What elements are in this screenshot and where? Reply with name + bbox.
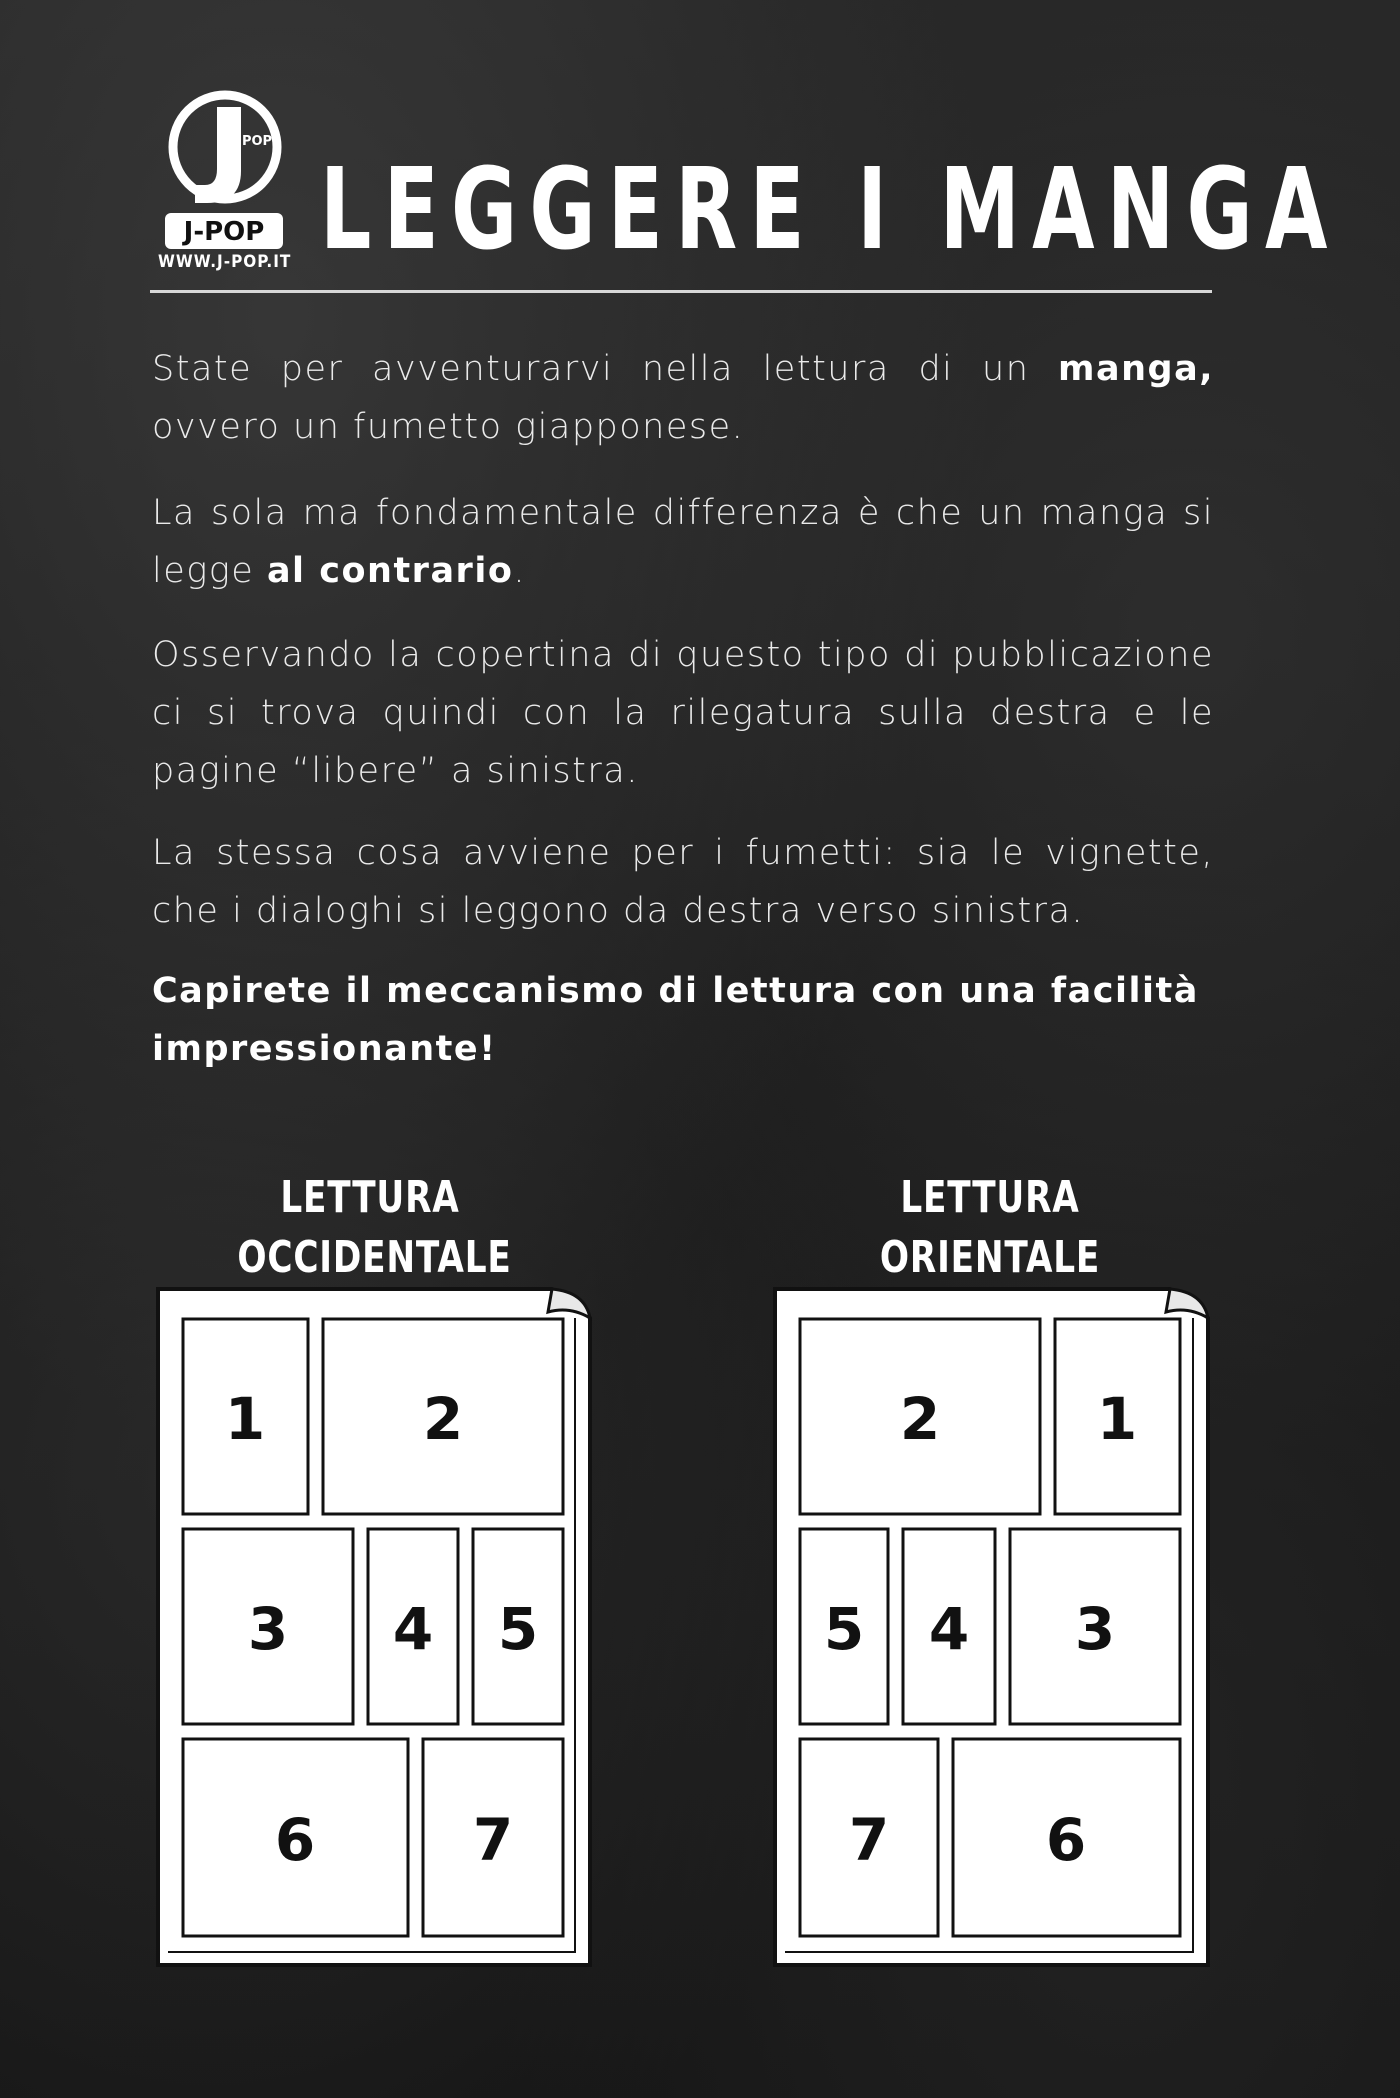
eastern-number-4: 4 <box>928 1595 970 1663</box>
western-number-3: 3 <box>247 1595 289 1663</box>
page-title: LEGGERE I MANGA <box>320 145 1340 275</box>
western-number-6: 6 <box>274 1806 316 1874</box>
eastern-number-5: 5 <box>823 1595 865 1663</box>
eastern-number-7: 7 <box>848 1806 890 1874</box>
western-title-line2: OCCIDENTALE <box>237 1232 512 1283</box>
paragraph-difference-bold: al contrario <box>266 551 514 591</box>
western-number-4: 4 <box>392 1595 434 1663</box>
western-title-line1: LETTURA <box>280 1172 460 1223</box>
logo-badge-text: J-POP <box>183 217 265 247</box>
eastern-number-6: 6 <box>1045 1806 1087 1874</box>
eastern-page-diagram <box>775 1289 1208 1965</box>
paragraph-comics: La stessa cosa avviene per i fumetti: sia le vignette, che i dialoghi si leggono da destra verso sinistra. <box>152 833 1214 931</box>
western-number-2: 2 <box>422 1385 464 1453</box>
paragraph-difference-text-a: La sola ma fondamentale differenza è che un manga si legge <box>152 493 1214 591</box>
logo-url: WWW.J-POP.IT <box>158 252 292 272</box>
eastern-number-2: 2 <box>899 1385 941 1453</box>
western-page-diagram <box>158 1289 590 1965</box>
western-number-7: 7 <box>472 1806 514 1874</box>
eastern-title-line1: LETTURA <box>900 1172 1080 1223</box>
logo-small-text: POP <box>241 134 273 149</box>
paragraph-intro-bold: manga, <box>1058 349 1214 389</box>
eastern-title-line2: ORIENTALE <box>879 1232 1101 1283</box>
paragraph-conclusion-text: Capirete il meccanismo di lettura con una facilità impressionante! <box>152 971 1199 1069</box>
western-number-1: 1 <box>224 1385 266 1453</box>
western-number-5: 5 <box>497 1595 539 1663</box>
paragraph-cover: Osservando la copertina di questo tipo di pubblicazione ci si trova quindi con la rilegatura sulla destra e le pagine “libere” a sinistra. <box>152 635 1214 791</box>
eastern-number-1: 1 <box>1096 1385 1138 1453</box>
paragraph-intro-text-b: ovvero un fumetto giapponese. <box>152 407 745 447</box>
paragraph-difference-text-b: . <box>513 551 527 591</box>
eastern-number-3: 3 <box>1074 1595 1116 1663</box>
paragraph-intro-text-a: State per avventurarvi nella lettura di un <box>152 349 1059 389</box>
